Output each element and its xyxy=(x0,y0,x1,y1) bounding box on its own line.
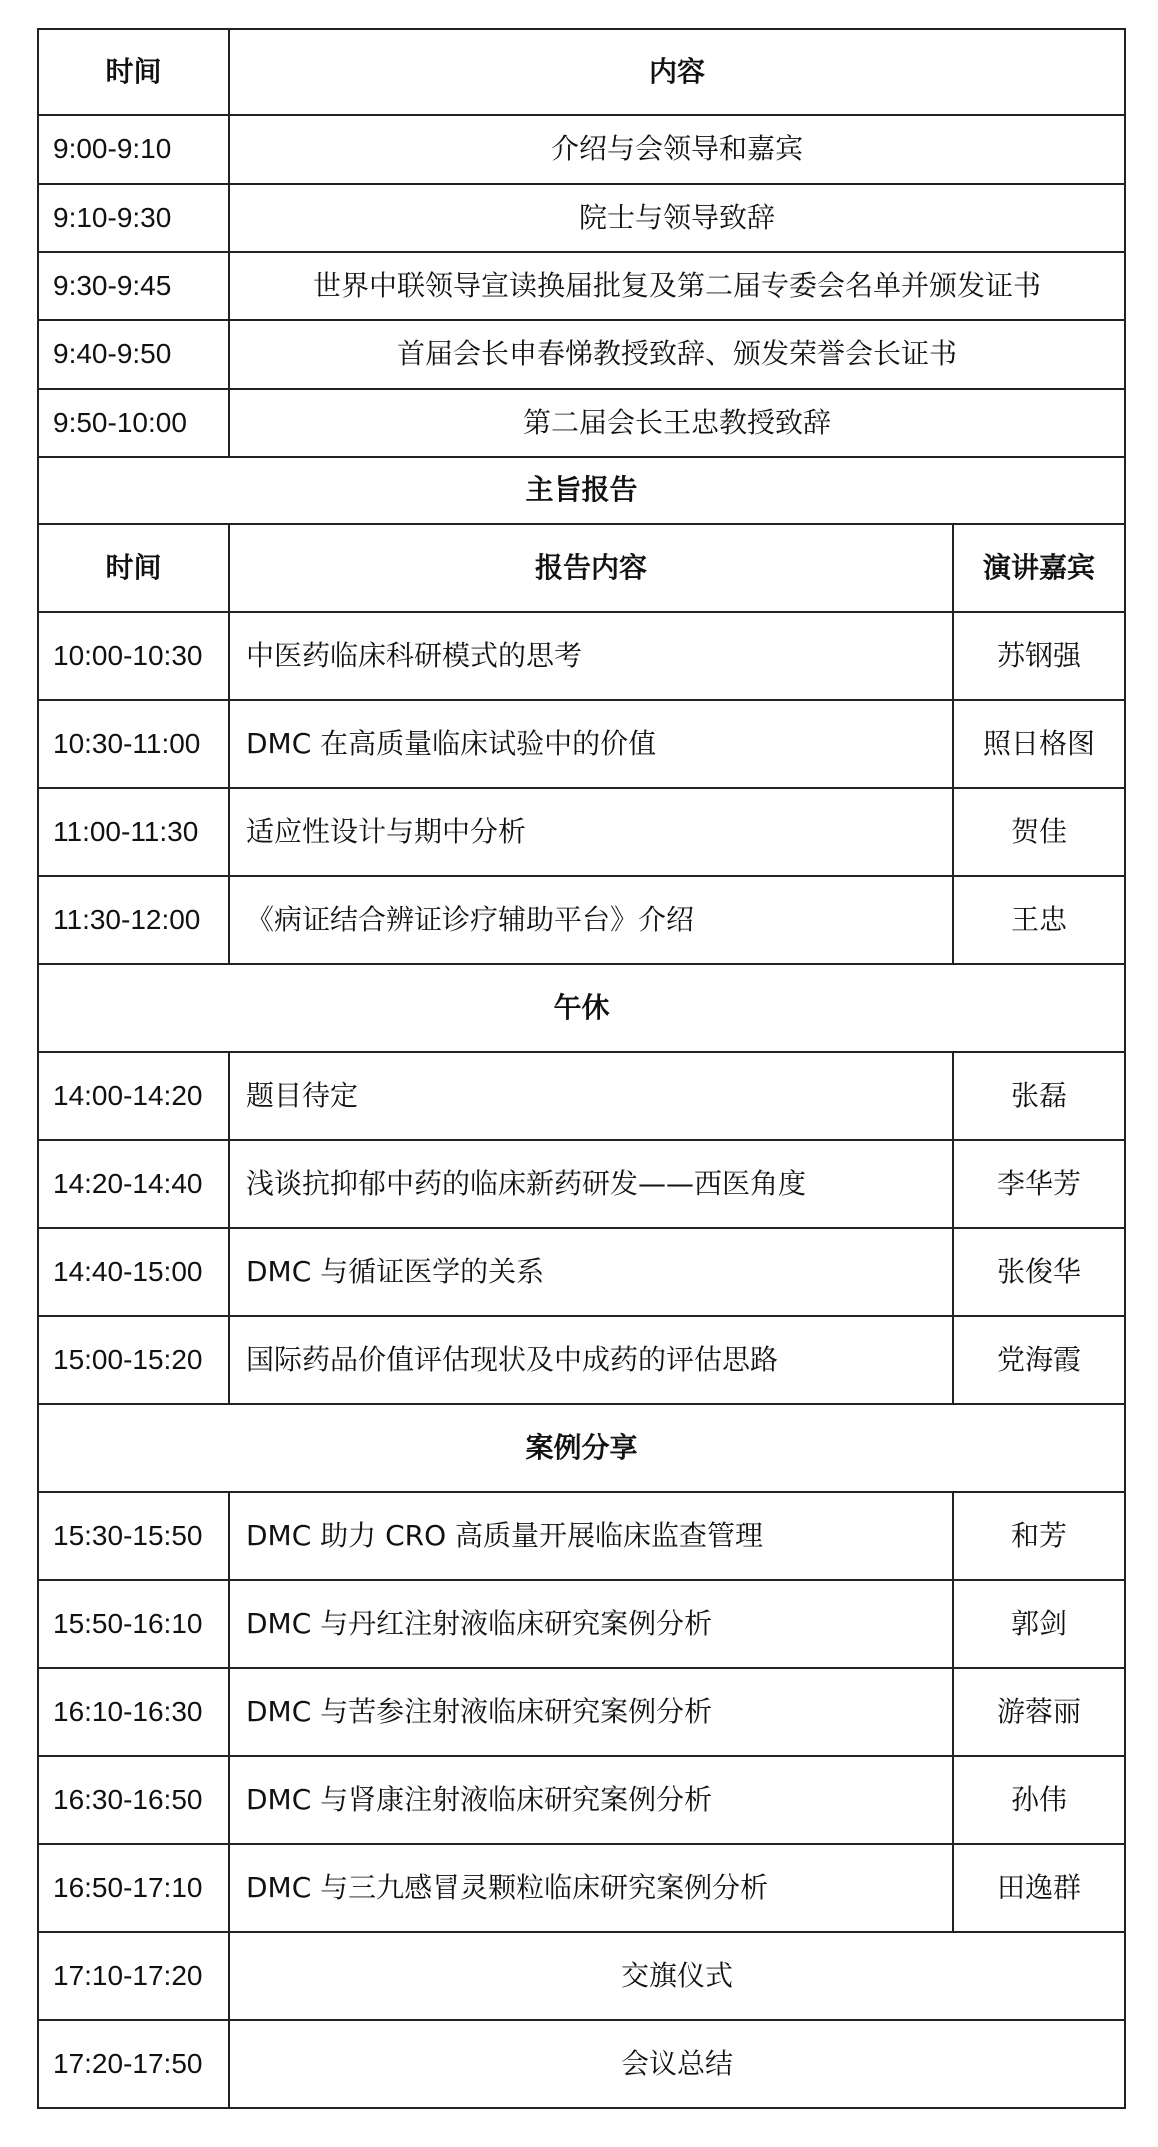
row-time: 9:30-9:45 xyxy=(38,252,229,320)
table-row xyxy=(38,184,1125,252)
agenda-table xyxy=(37,28,1126,2109)
keynote-header-row xyxy=(38,524,1125,612)
row-time: 9:00-9:10 xyxy=(38,115,229,184)
row-speaker: 党海霞 xyxy=(953,1316,1125,1404)
row-speaker: 张俊华 xyxy=(953,1228,1125,1316)
table-row xyxy=(38,788,1125,876)
table-row xyxy=(38,1668,1125,1756)
row-speaker: 张磊 xyxy=(953,1052,1125,1140)
table-row xyxy=(38,389,1125,457)
row-speaker: 李华芳 xyxy=(953,1140,1125,1228)
row-content: 第二届会长王忠教授致辞 xyxy=(229,389,1125,457)
row-content: 会议总结 xyxy=(229,2020,1125,2108)
row-time: 14:40-15:00 xyxy=(38,1228,229,1316)
table-row xyxy=(38,115,1125,184)
row-content: 《病证结合辨证诊疗辅助平台》介绍 xyxy=(229,876,953,964)
row-content: DMC 与丹红注射液临床研究案例分析 xyxy=(229,1580,953,1668)
row-time: 9:10-9:30 xyxy=(38,184,229,252)
row-speaker: 贺佳 xyxy=(953,788,1125,876)
row-content: 交旗仪式 xyxy=(229,1932,1125,2020)
row-content: 首届会长申春悌教授致辞、颁发荣誉会长证书 xyxy=(229,320,1125,389)
row-content: DMC 与循证医学的关系 xyxy=(229,1228,953,1316)
row-time: 15:30-15:50 xyxy=(38,1492,229,1580)
section-row xyxy=(38,1404,1125,1492)
opening-header-row xyxy=(38,29,1125,115)
row-time: 14:00-14:20 xyxy=(38,1052,229,1140)
row-time: 17:10-17:20 xyxy=(38,1932,229,2020)
row-content: 国际药品价值评估现状及中成药的评估思路 xyxy=(229,1316,953,1404)
row-content: DMC 与三九感冒灵颗粒临床研究案例分析 xyxy=(229,1844,953,1932)
row-content: DMC 与肾康注射液临床研究案例分析 xyxy=(229,1756,953,1844)
row-time: 16:30-16:50 xyxy=(38,1756,229,1844)
row-content: 浅谈抗抑郁中药的临床新药研发——西医角度 xyxy=(229,1140,953,1228)
row-content: 中医药临床科研模式的思考 xyxy=(229,612,953,700)
row-time: 9:40-9:50 xyxy=(38,320,229,389)
row-speaker: 孙伟 xyxy=(953,1756,1125,1844)
table-row xyxy=(38,320,1125,389)
table-row xyxy=(38,1844,1125,1932)
row-time: 15:00-15:20 xyxy=(38,1316,229,1404)
table-row xyxy=(38,1932,1125,2020)
section-title-lunch: 午休 xyxy=(38,964,1125,1052)
row-time: 11:30-12:00 xyxy=(38,876,229,964)
header-time: 时间 xyxy=(38,524,229,612)
row-time: 11:00-11:30 xyxy=(38,788,229,876)
row-content: 适应性设计与期中分析 xyxy=(229,788,953,876)
row-content: 介绍与会领导和嘉宾 xyxy=(229,115,1125,184)
row-time: 16:50-17:10 xyxy=(38,1844,229,1932)
table-row xyxy=(38,2020,1125,2108)
row-time: 16:10-16:30 xyxy=(38,1668,229,1756)
header-speaker: 演讲嘉宾 xyxy=(953,524,1125,612)
row-speaker: 王忠 xyxy=(953,876,1125,964)
row-speaker: 苏钢强 xyxy=(953,612,1125,700)
row-speaker: 田逸群 xyxy=(953,1844,1125,1932)
table-row xyxy=(38,1052,1125,1140)
section-title-cases: 案例分享 xyxy=(38,1404,1125,1492)
section-row xyxy=(38,457,1125,524)
row-speaker: 游蓉丽 xyxy=(953,1668,1125,1756)
row-content: 世界中联领导宣读换届批复及第二届专委会名单并颁发证书 xyxy=(229,252,1125,320)
section-row xyxy=(38,964,1125,1052)
table-row xyxy=(38,252,1125,320)
header-content: 报告内容 xyxy=(229,524,953,612)
row-speaker: 照日格图 xyxy=(953,700,1125,788)
row-time: 15:50-16:10 xyxy=(38,1580,229,1668)
row-content: DMC 在高质量临床试验中的价值 xyxy=(229,700,953,788)
row-time: 10:30-11:00 xyxy=(38,700,229,788)
table-row xyxy=(38,1580,1125,1668)
row-content: 题目待定 xyxy=(229,1052,953,1140)
row-time: 17:20-17:50 xyxy=(38,2020,229,2108)
header-content: 内容 xyxy=(229,29,1125,115)
row-speaker: 郭剑 xyxy=(953,1580,1125,1668)
row-time: 9:50-10:00 xyxy=(38,389,229,457)
row-speaker: 和芳 xyxy=(953,1492,1125,1580)
table-row xyxy=(38,612,1125,700)
header-time: 时间 xyxy=(38,29,229,115)
table-row xyxy=(38,1492,1125,1580)
table-row xyxy=(38,1316,1125,1404)
table-row xyxy=(38,700,1125,788)
row-content: DMC 助力 CRO 高质量开展临床监查管理 xyxy=(229,1492,953,1580)
table-row xyxy=(38,1228,1125,1316)
table-row xyxy=(38,1756,1125,1844)
row-time: 10:00-10:30 xyxy=(38,612,229,700)
row-content: 院士与领导致辞 xyxy=(229,184,1125,252)
row-content: DMC 与苦参注射液临床研究案例分析 xyxy=(229,1668,953,1756)
table-row xyxy=(38,1140,1125,1228)
row-time: 14:20-14:40 xyxy=(38,1140,229,1228)
section-title-keynote: 主旨报告 xyxy=(38,457,1125,524)
table-row xyxy=(38,876,1125,964)
